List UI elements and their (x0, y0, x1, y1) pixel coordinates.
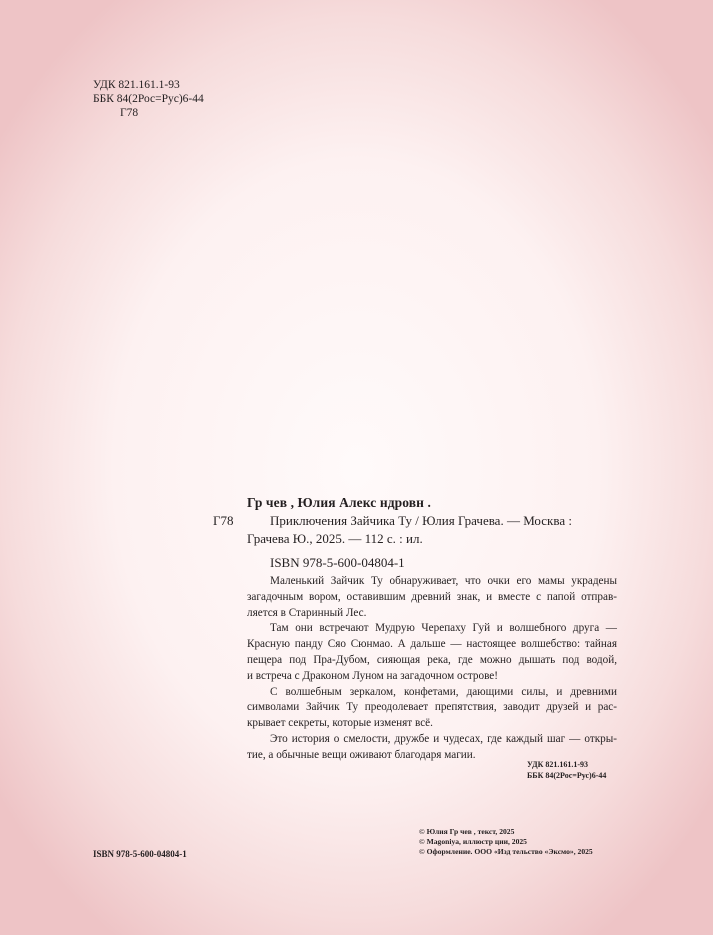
annotation-paragraph (247, 621, 617, 684)
author-mark-left: Г78 (213, 513, 234, 528)
annotation-line: загадочным вором, оставившим древний знак, и вместе с папой отправ- (247, 590, 617, 603)
udk-code: УДК 821.161.1-93 (93, 79, 180, 91)
copyright-line: © Юлия Гр чев , текст, 2025 (419, 827, 515, 836)
annotation-line: Это история о смелости, дружбе и чудесах, где каждый шаг — откры- (270, 732, 617, 745)
bbk-code-repeat: ББК 84(2Рос=Рус)6-44 (527, 771, 607, 780)
annotation-line: Красную панду Сяо Сюнмао. А дальше — настоящее волшебство: тайная (247, 638, 617, 651)
annotation-line: Маленький Зайчик Ту обнаруживает, что очки его мамы украдены (270, 575, 617, 587)
copyright-block (419, 827, 593, 858)
title-line-1: Приключения Зайчика Ту / Юлия Грачева. — Москва : (270, 513, 572, 528)
annotation-paragraph (247, 732, 617, 764)
title-line-2: Грачева Ю., 2025. — 112 с. : ил. (247, 531, 423, 546)
isbn-bottom: ISBN 978-5-600-04804-1 (93, 849, 187, 859)
copyright-line: © Оформление. ООО «Изд тельство «Эксмо», 2025 (419, 847, 593, 857)
udk-code-repeat: УДК 821.161.1-93 (527, 760, 589, 769)
annotation-line: Там они встречают Мудрую Черепаху Гуй и волшебного друга — (270, 622, 617, 635)
author-mark: Г78 (120, 107, 139, 119)
catalog-isbn: ISBN 978-5-600-04804-1 (270, 555, 405, 570)
annotation-paragraph (247, 574, 617, 621)
annotation-line: и встреча с Драконом Луном на загадочном острове! (247, 669, 498, 682)
annotation-line: ляется в Старинный Лес. (247, 606, 367, 619)
bbk-code: ББК 84(2Рос=Рус)6-44 (93, 93, 204, 105)
copyright-line: © Magoniya, иллюстр ции, 2025 (419, 837, 527, 847)
annotation-line: тие, а обычные вещи оживают благодаря магии. (247, 748, 476, 761)
annotation-line: С волшебным зеркалом, конфетами, дающими силы, и древними (270, 685, 617, 698)
annotation-line: пещера под Пра-Дубом, сияющая река, где можно дышать под водой, (247, 653, 617, 666)
annotation-line: символами Зайчик Ту преодолевает препятствия, заводит друзей и рас- (247, 701, 617, 714)
annotation-line: крывает секреты, которые изменят всё. (247, 717, 433, 730)
author-heading: Гр чев , Юлия Алекс ндровн . (247, 495, 431, 510)
annotation (247, 574, 617, 764)
annotation-paragraph (247, 685, 617, 732)
